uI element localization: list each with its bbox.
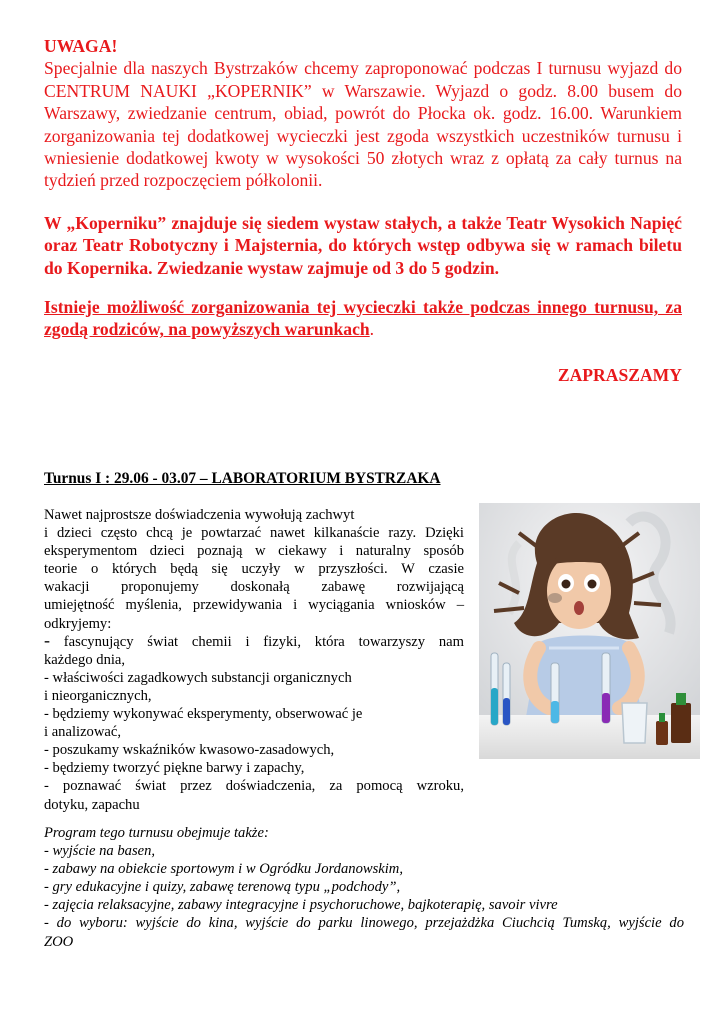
list-item-line: dotyku, zapachu: [44, 796, 140, 813]
program-item: - do wyboru: wyjście do kina, wyjście do parku linowego, przejażdżka Ciuchcią Tumską, wyjście do: [44, 915, 684, 932]
notice-block: [44, 35, 682, 386]
notice-title: UWAGA!: [44, 36, 118, 56]
section-intro: [44, 506, 464, 814]
list-item-line: [44, 759, 464, 777]
list-dash: -: [44, 669, 49, 686]
list-item-line: i nieorganicznych,: [44, 687, 152, 704]
photo-girl-with-test-tubes: [479, 503, 700, 759]
notice-paragraph-3: [44, 296, 682, 341]
intro-line: umiejętność myślenia, przewidywania i wyciągania wniosków –: [44, 597, 464, 614]
list-item-line: [44, 741, 464, 759]
list-item-line: każdego dnia,: [44, 651, 126, 668]
intro-line: wakacji proponujemy doskonałą zabawę rozwijającą: [44, 579, 464, 596]
list-item-line: [44, 629, 464, 651]
list-item-line: [44, 669, 464, 687]
notice-paragraph-2: W „Koperniku” znajduje się siedem wystaw stałych, a także Teatr Wysokich Napięć oraz Teatr Robotyczny i Majsternia, do których wstęp odbywa się w ramach biletu do Kopernika. Zwiedzanie wystaw zajmuje od 3 do 5 godzin.: [44, 212, 682, 278]
list-dash: -: [44, 760, 49, 777]
list-text: fascynujący świat chemii i fizyki, która towarzyszy nam: [50, 633, 464, 650]
program-item: - zajęcia relaksacyjne, zabawy integracyjne i psychoruchowe, bajkoterapię, savoir vivre: [44, 897, 558, 914]
intro-line: i dzieci często chcą je powtarzać nawet kilkanaście razy. Dzięki: [44, 525, 464, 542]
notice-period: .: [369, 319, 375, 340]
list-text: właściwości zagadkowych substancji organicznych: [48, 669, 352, 686]
list-text: poszukamy wskaźników kwasowo-zasadowych,: [48, 742, 335, 759]
list-text: będziemy wykonywać eksperymenty, obserwować je: [48, 706, 363, 723]
list-item-line: i analizować,: [44, 724, 121, 741]
program-item: - zabawy na obiekcie sportowym i w Ogródku Jordanowskim,: [44, 861, 403, 878]
program-item: - wyjście na basen,: [44, 843, 156, 860]
notice-closing: ZAPRASZAMY: [557, 364, 682, 385]
list-dash: -: [44, 778, 49, 795]
list-item-line: [44, 705, 464, 723]
program-block: [44, 824, 684, 951]
notice-paragraph-1: Specjalnie dla naszych Bystrzaków chcemy zaproponować podczas I turnusu wyjazd do CENTRUM NAUKI „KOPERNIK” w Warszawie. Wyjazd o godz. 8.00 busem do Warszawy, zwiedzanie centrum, obiad, powrót do Płocka ok. godz. 16.00. Warunkiem zorganizowania tej dodatkowej wycieczki jest zgoda wszystkich uczestników turnusu i wniesienie dodatkowej kwoty w wysokości 50 złotych wraz z opłatą za cały turnus na tydzień przed rozpoczęciem półkolonii.: [44, 58, 682, 191]
program-title: Program tego turnusu obejmuje także:: [44, 825, 269, 841]
intro-line: eksperymentom dzieci poznają w ciekawy i naturalny sposób: [44, 543, 464, 560]
intro-line: odkryjemy:: [44, 615, 112, 632]
section-title: Turnus I : 29.06 - 03.07 – LABORATORIUM BYSTRZAKA: [44, 470, 441, 487]
list-text: poznawać świat przez doświadczenia, za pomocą wzroku,: [48, 778, 464, 795]
list-item-line: [44, 777, 464, 795]
list-dash: -: [44, 629, 50, 650]
program-item: - gry edukacyjne i quizy, zabawę terenową typu „podchody”,: [44, 879, 401, 896]
intro-line: teorie o których będą się uczyły w przyszłości. W czasie: [44, 561, 464, 578]
notice-underlined-text: Istnieje możliwość zorganizowania tej wycieczki także podczas innego turnusu, za zgodą rodziców, na powyższych warunkach: [44, 297, 682, 340]
list-text: będziemy tworzyć piękne barwy i zapachy,: [48, 760, 305, 777]
list-dash: -: [44, 742, 49, 759]
intro-line: Nawet najprostsze doświadczenia wywołują zachwyt: [44, 507, 355, 523]
program-item: ZOO: [44, 933, 74, 950]
list-dash: -: [44, 706, 49, 723]
